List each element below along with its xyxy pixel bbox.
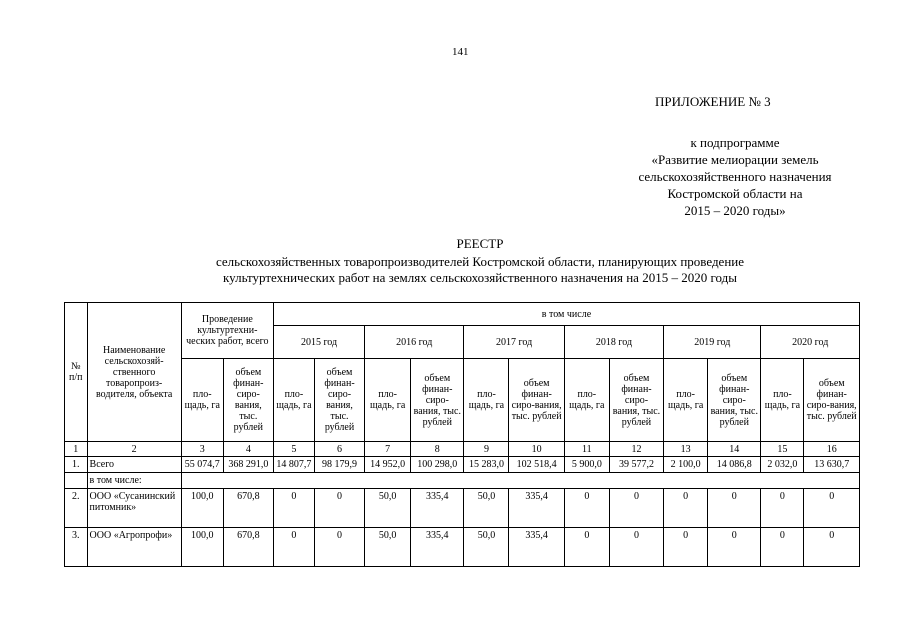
row-num: 2. [65, 489, 88, 528]
table-row [65, 528, 860, 567]
row-value: 0 [314, 528, 364, 567]
header-area: пло-щадь, га [464, 359, 509, 442]
row-value: 0 [761, 528, 804, 567]
header-area: пло-щадь, га [564, 359, 609, 442]
subprogram-line: сельскохозяйственного назначения [638, 169, 832, 184]
header-year: 2018 год [564, 326, 663, 359]
row-value: 2 100,0 [664, 457, 708, 473]
table-row-total [65, 457, 860, 473]
row-value: 2 032,0 [761, 457, 804, 473]
cell-empty [65, 473, 88, 489]
column-number: 6 [314, 442, 364, 457]
row-value: 0 [273, 489, 314, 528]
row-value: 670,8 [223, 528, 273, 567]
row-value: 14 086,8 [708, 457, 761, 473]
row-value: 15 283,0 [464, 457, 509, 473]
header-including: в том числе [273, 303, 859, 326]
column-number: 15 [761, 442, 804, 457]
row-value: 0 [664, 489, 708, 528]
row-value: 14 807,7 [273, 457, 314, 473]
row-value: 0 [761, 489, 804, 528]
row-value: 102 518,4 [509, 457, 564, 473]
header-area: пло-щадь, га [181, 359, 223, 442]
column-number: 12 [609, 442, 663, 457]
row-value: 0 [609, 528, 663, 567]
row-name: ООО «Агропрофи» [87, 528, 181, 567]
row-value: 0 [664, 528, 708, 567]
row-value: 0 [708, 528, 761, 567]
header-year: 2020 год [761, 326, 860, 359]
column-number: 2 [87, 442, 181, 457]
registry-description-line: сельскохозяйственных товаропроизводителей Костромской области, планирующих проведение [215, 254, 745, 269]
subprogram-line: 2015 – 2020 годы» [684, 203, 786, 218]
row-value: 5 900,0 [564, 457, 609, 473]
appendix-title: ПРИЛОЖЕНИЕ № 3 [655, 94, 771, 109]
header-year: 2016 год [365, 326, 464, 359]
subprogram-caption [600, 134, 870, 219]
registry-table [64, 302, 860, 567]
header-volume: объем финан-сиро-вания, тыс. рублей [708, 359, 761, 442]
column-numbers-row [65, 442, 860, 457]
row-value: 50,0 [464, 528, 509, 567]
column-number: 9 [464, 442, 509, 457]
cell-empty [181, 473, 859, 489]
row-value: 14 952,0 [365, 457, 411, 473]
header-volume: объем финан-сиро-вания, тыс. рублей [509, 359, 564, 442]
row-value: 100,0 [181, 528, 223, 567]
row-value: 0 [273, 528, 314, 567]
row-value: 0 [314, 489, 364, 528]
row-value: 335,4 [509, 489, 564, 528]
including-label: в том числе: [87, 473, 181, 489]
header-area: пло-щадь, га [365, 359, 411, 442]
row-value: 100 298,0 [411, 457, 464, 473]
column-number: 8 [411, 442, 464, 457]
subprogram-line: к подпрограмме [690, 135, 780, 150]
header-year: 2015 год [273, 326, 364, 359]
row-value: 335,4 [411, 489, 464, 528]
table-header-row [65, 303, 860, 326]
header-volume: объем финан-сиро-вания, тыс. рублей [609, 359, 663, 442]
registry-description [140, 254, 820, 286]
row-value: 0 [708, 489, 761, 528]
row-value: 39 577,2 [609, 457, 663, 473]
column-number: 5 [273, 442, 314, 457]
header-total: Проведение культуртехни-ческих работ, всего [181, 303, 273, 359]
registry-title: РЕЕСТР [456, 236, 504, 251]
row-value: 0 [564, 489, 609, 528]
column-number: 14 [708, 442, 761, 457]
row-value: 50,0 [365, 528, 411, 567]
header-area: пло-щадь, га [664, 359, 708, 442]
header-area: пло-щадь, га [761, 359, 804, 442]
row-value: 13 630,7 [804, 457, 860, 473]
column-number: 3 [181, 442, 223, 457]
table-row-including [65, 473, 860, 489]
row-value: 0 [564, 528, 609, 567]
header-volume: объем финан-сиро-вания, тыс. рублей [223, 359, 273, 442]
row-value: 0 [804, 528, 860, 567]
column-number: 4 [223, 442, 273, 457]
row-value: 98 179,9 [314, 457, 364, 473]
row-value: 100,0 [181, 489, 223, 528]
row-name: ООО «Сусанинский питомник» [87, 489, 181, 528]
column-number: 16 [804, 442, 860, 457]
row-value: 335,4 [509, 528, 564, 567]
row-value: 55 074,7 [181, 457, 223, 473]
column-number: 13 [664, 442, 708, 457]
row-value: 50,0 [365, 489, 411, 528]
page-number: 141 [452, 46, 469, 58]
header-name: Наименование сельскохозяй-ственного товаропроиз-водителя, объекта [87, 303, 181, 442]
header-volume: объем финан-сиро-вания, тыс. рублей [804, 359, 860, 442]
column-number: 11 [564, 442, 609, 457]
column-number: 10 [509, 442, 564, 457]
row-value: 670,8 [223, 489, 273, 528]
header-volume: объем финан-сиро-вания, тыс. рублей [411, 359, 464, 442]
row-value: 335,4 [411, 528, 464, 567]
header-year: 2017 год [464, 326, 564, 359]
row-num: 1. [65, 457, 88, 473]
column-number: 7 [365, 442, 411, 457]
table-header-subcolumns-row [65, 359, 860, 442]
column-number: 1 [65, 442, 88, 457]
row-name: Всего [87, 457, 181, 473]
row-value: 50,0 [464, 489, 509, 528]
header-year: 2019 год [664, 326, 761, 359]
header-volume: объем финан-сиро-вания, тыс. рублей [314, 359, 364, 442]
registry-description-line: культуртехнических работ на землях сельскохозяйственного назначения на 2015 – 2020 годы [223, 270, 737, 285]
table-row [65, 489, 860, 528]
row-value: 0 [609, 489, 663, 528]
header-num: № п/п [65, 303, 88, 442]
row-value: 368 291,0 [223, 457, 273, 473]
subprogram-line: Костромской области на [667, 186, 803, 201]
subprogram-line: «Развитие мелиорации земель [651, 152, 819, 167]
row-value: 0 [804, 489, 860, 528]
row-num: 3. [65, 528, 88, 567]
header-area: пло-щадь, га [273, 359, 314, 442]
